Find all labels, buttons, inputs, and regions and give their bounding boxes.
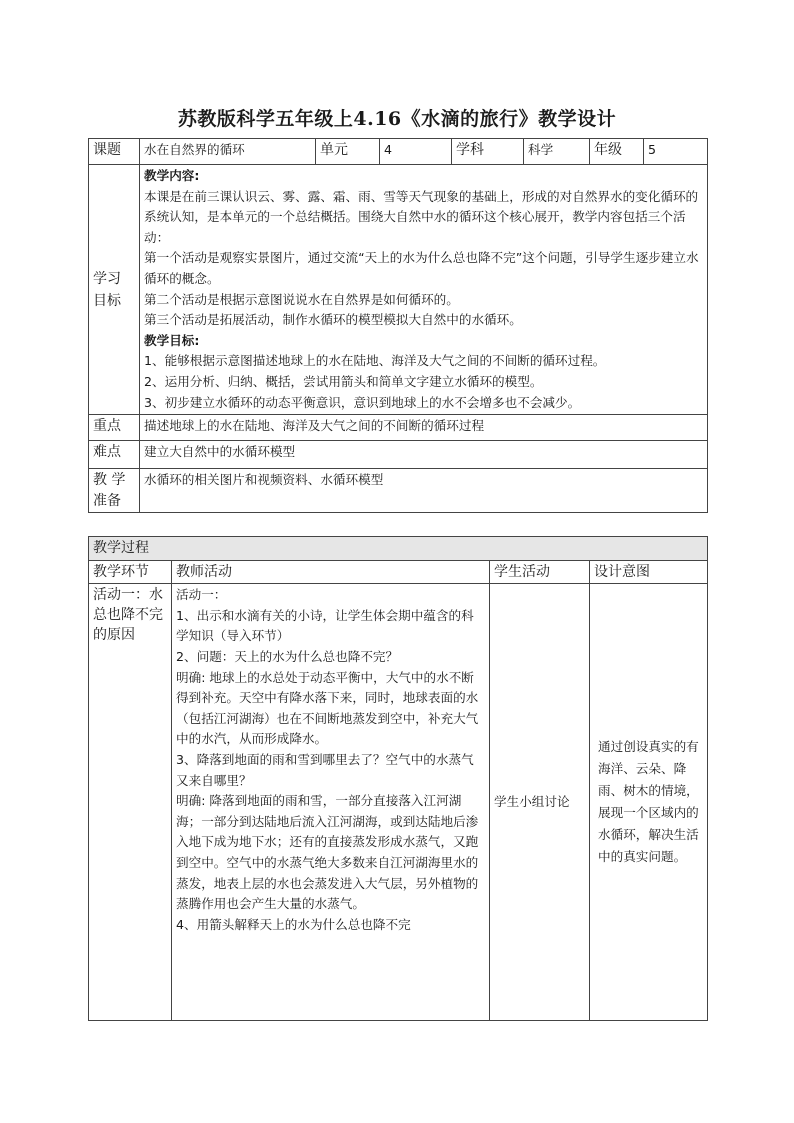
goals-content bbox=[140, 165, 708, 415]
content-line: 第三个活动是拓展活动，制作水循环的模型模拟大自然中的水循环。 bbox=[144, 312, 522, 328]
document-title: 苏教版科学五年级上4.16《水滴的旅行》教学设计 bbox=[177, 108, 617, 130]
design-purpose-cell: 通过创设真实的有海洋、云朵、降雨、树木的情境，展现一个区域内的水循环，解决生活中的真实问题。 bbox=[590, 584, 708, 1021]
process-heading-row bbox=[89, 537, 708, 561]
column-header-stage: 教学环节 bbox=[89, 560, 172, 584]
preparation-label bbox=[89, 469, 140, 513]
info-row-preparation bbox=[89, 469, 708, 513]
teaching-process-table bbox=[88, 536, 708, 1021]
difficulty-label: 难点 bbox=[89, 441, 140, 469]
goals-label bbox=[89, 165, 140, 415]
column-header-teacher: 教师活动 bbox=[172, 560, 490, 584]
difficulty-value: 建立大自然中的水循环模型 bbox=[140, 441, 708, 469]
unit-label: 单元 bbox=[316, 139, 380, 165]
info-row-key-point bbox=[89, 415, 708, 441]
info-row-difficulty bbox=[89, 441, 708, 469]
teacher-activity-cell bbox=[172, 584, 490, 1021]
info-row-basic bbox=[89, 139, 708, 165]
teacher-activity-line: 2、问题：天上的水为什么总也降不完？ bbox=[176, 648, 399, 664]
teacher-activity-line: 活动一： bbox=[176, 587, 227, 603]
unit-value: 4 bbox=[380, 139, 452, 165]
subject-label: 学科 bbox=[452, 139, 524, 165]
table-row bbox=[89, 584, 708, 1021]
student-activity-cell: 学生小组讨论 bbox=[490, 584, 590, 1021]
teacher-activity-line: 1、出示和水滴有关的小诗，让学生体会期中蕴含的科学知识（导入环节） bbox=[176, 607, 474, 644]
preparation-label-line2: 准备 bbox=[93, 492, 121, 509]
teacher-activity-line: 4、用箭头解释天上的水为什么总也降不完 bbox=[176, 916, 411, 932]
topic-value: 水在自然界的循环 bbox=[140, 139, 316, 165]
teacher-activity-line: 明确: 地球上的水总处于动态平衡中，大气中的水不断得到补充。天空中有降水落下来，同时，地球表面的水（包括江河湖海）也在不间断地蒸发到空中，补充大气中的水汽，从而形成降水。 bbox=[176, 669, 479, 747]
teacher-activity-line: 3、降落到地面的雨和雪到哪里去了？空气中的水蒸气又来自哪里？ bbox=[176, 751, 474, 788]
content-heading: 教学内容: bbox=[144, 168, 200, 183]
objectives-heading: 教学目标: bbox=[144, 332, 200, 348]
teacher-activity-line: 明确: 降落到地面的雨和雪，一部分直接落入江河湖海；一部分到达陆地后流入江河湖海，或到达陆地后渗入地下成为地下水；还有的直接蒸发形成水蒸气，又跑到空中。空气中的水蒸气绝大多数来自江河湖海里水的蒸发，地表上层的水也会蒸发进入大气层，另外植物的蒸腾作用也会产生大量的水蒸气。 bbox=[176, 793, 479, 912]
objective-item: 2、运用分析、归纳、概括，尝试用箭头和简单文字建立水循环的模型。 bbox=[144, 373, 543, 389]
content-line: 第二个活动是根据示意图说说水在自然界是如何循环的。 bbox=[144, 291, 459, 307]
content-line: 第一个活动是观察实景图片，通过交流“天上的水为什么总也降不完”这个问题，引导学生逐步建立水循环的概念。 bbox=[144, 250, 699, 286]
content-line: 本课是在前三课认识云、雾、露、霜、雨、雪等天气现象的基础上，形成的对自然界水的变化循环的系统认知，是本单元的一个总结概括。围绕大自然中水的循环这个核心展开，教学内容包括三个活动： bbox=[144, 188, 699, 245]
lesson-info-table bbox=[88, 138, 708, 513]
preparation-value: 水循环的相关图片和视频资料、水循环模型 bbox=[140, 469, 708, 513]
column-header-student: 学生活动 bbox=[490, 560, 590, 584]
topic-label: 课题 bbox=[89, 139, 140, 165]
process-heading: 教学过程 bbox=[89, 537, 708, 561]
objective-item: 1、能够根据示意图描述地球上的水在陆地、海洋及大气之间的不间断的循环过程。 bbox=[144, 353, 606, 369]
column-header-purpose: 设计意图 bbox=[590, 560, 708, 584]
goals-label-line2: 目标 bbox=[93, 292, 121, 309]
preparation-label-line1: 教 学 bbox=[93, 472, 126, 489]
key-point-value: 描述地球上的水在陆地、海洋及大气之间的不间断的循环过程 bbox=[140, 415, 708, 441]
grade-label: 年级 bbox=[590, 139, 644, 165]
goals-label-line1: 学习 bbox=[93, 270, 121, 287]
subject-value: 科学 bbox=[524, 139, 590, 165]
key-point-label: 重点 bbox=[89, 415, 140, 441]
process-column-header-row bbox=[89, 560, 708, 584]
objective-item: 3、初步建立水循环的动态平衡意识，意识到地球上的水不会增多也不会减少。 bbox=[144, 394, 581, 410]
info-row-goals bbox=[89, 165, 708, 415]
grade-value: 5 bbox=[644, 139, 708, 165]
stage-cell: 活动一：水总也降不完的原因 bbox=[89, 584, 172, 1021]
